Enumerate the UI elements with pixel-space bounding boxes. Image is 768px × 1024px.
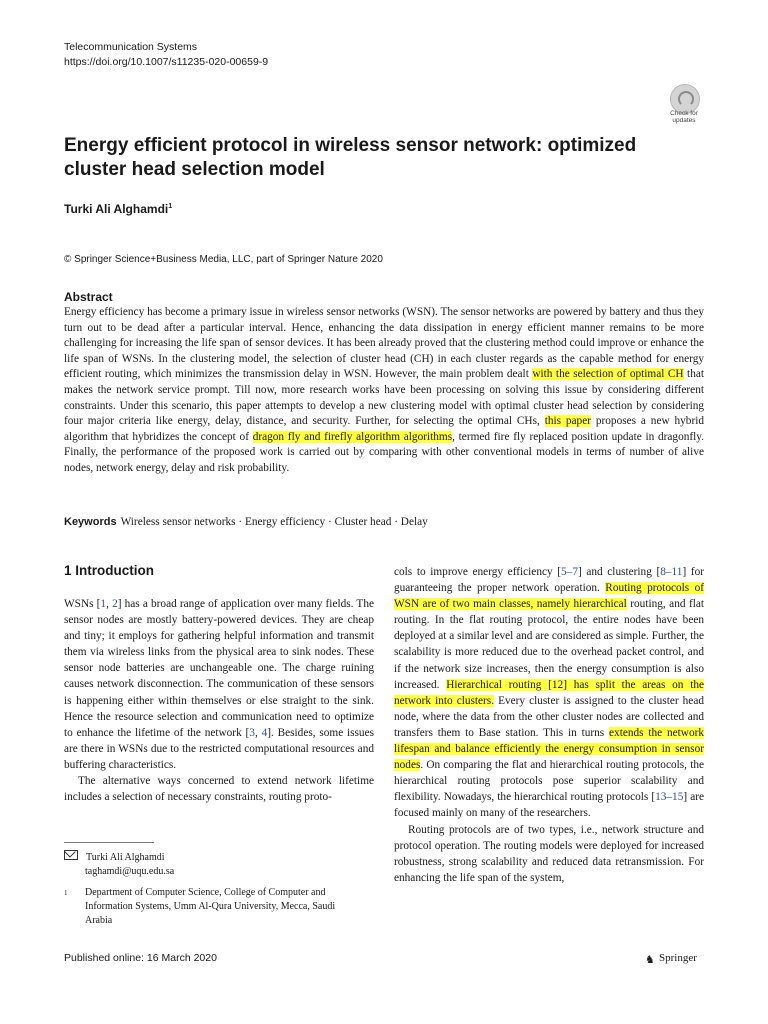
text-run: ] has a broad range of application over many fields. The sensor nodes are mostly battery-powered devices. They are cheap and tiny; it employs for gathering helpful information and transmit them via wireless links from the physical area to sink nodes. These sensor node batteries are unchangeable one. The charge ruining causes network disconnection. The communication of these sensors is happening either within themselves or else straight to the sink. Hence the resource selection and communication need to optimize to enhance the lifetime of the network [ bbox=[64, 598, 374, 739]
journal-name: Telecommunication Systems bbox=[64, 41, 198, 53]
highlight-2: this paper bbox=[544, 415, 591, 428]
text-run: cols to improve energy efficiency [ bbox=[394, 566, 562, 578]
highlight-6: extends the network lifespan and balance efficiently the energy consumption in sensor nodes bbox=[394, 726, 705, 772]
citation-link[interactable]: 2 bbox=[112, 598, 118, 610]
author-line bbox=[64, 202, 172, 216]
text-run: Every cluster is assigned to the cluster head node, where the data from the other cluster nodes are collected and transfers them to Base station. This in turns bbox=[394, 694, 704, 739]
publisher-name: Springer bbox=[659, 952, 697, 964]
abstract-text bbox=[64, 305, 704, 477]
author-name: Turki Ali Alghamdi bbox=[64, 202, 169, 216]
highlight-3: dragon fly and firefly algorithm algorithms bbox=[252, 430, 453, 443]
abstract-part-4: , termed fire fly replaced position update in dragonfly. Finally, the performance of the proposed work is carried out by comparing with other conventional models in terms of number of alive nodes, network energy, delay and risk probability. bbox=[64, 430, 705, 474]
abstract-part-3: proposes a new hybrid algorithm that hybridizes the concept of bbox=[64, 415, 705, 443]
citation-link[interactable]: 3 bbox=[249, 726, 255, 739]
springer-horse-icon: ♞ bbox=[645, 954, 655, 966]
paragraph: Routing protocols are of two types, i.e., network structure and protocol operation. The routing models were deployed for increased robustness, strong scalability and reduced data retransmission. For enhancing the life span of the system, bbox=[394, 823, 704, 884]
badge-line2: updates bbox=[672, 117, 696, 124]
citation-link[interactable]: 4 bbox=[261, 726, 268, 739]
text-run: ]. Besides, some issues are there in WSNs due to the restricted computational resources and buffering characteristics. bbox=[64, 726, 374, 771]
text-run: . On comparing the flat and hierarchical routing protocols, the hierarchical routing protocols pose superior scalability and flexibility. Nowadays, the hierarchical routing protocols [ bbox=[394, 759, 704, 804]
affiliation-marker: 1 bbox=[64, 889, 68, 897]
abstract-part-1: Energy efficiency has become a primary issue in wireless sensor networks (WSN). The sensor networks are powered by battery and thus they turn out to be dead after a particular interval. Hence, enhancing the data dissipation in energy efficient manner remains to be more challenging for increasing the life span of sensor devices. It has been already proved that the clustering method could improve or enhance the life span of WSNs. In the clustering model, the selection of cluster head (CH) in each cluster regards as the capable method for energy efficient routing, which minimizes the transmission delay in WSN. However, the main problem dealt bbox=[64, 306, 704, 381]
text-run: ] for guaranteeing the proper network operation. bbox=[394, 566, 704, 595]
highlight-5: Hierarchical routing [12] has split the areas on the network into clusters. bbox=[394, 678, 704, 707]
publisher-logo bbox=[645, 952, 697, 965]
abstract-heading: Abstract bbox=[64, 290, 113, 304]
affiliation-text: Department of Computer Science, College of Computer and Information Systems, Umm Al-Qura University, Mecca, Saudi Arabia bbox=[85, 887, 336, 926]
keywords-text: Wireless sensor networks · Energy efficiency · Cluster head · Delay bbox=[120, 516, 428, 528]
text-column-right bbox=[394, 564, 704, 886]
check-for-updates-badge[interactable] bbox=[664, 84, 704, 126]
highlight-1: with the selection of optimal CH bbox=[532, 368, 684, 381]
copyright-notice: © Springer Science+Business Media, LLC, part of Springer Nature 2020 bbox=[64, 254, 383, 265]
badge-line1: Check for bbox=[670, 110, 698, 117]
contact-email[interactable]: taghamdi@uqu.edu.sa bbox=[85, 866, 175, 877]
corresponding-author bbox=[64, 850, 174, 879]
citation-link[interactable]: 1 bbox=[100, 598, 107, 610]
envelope-icon bbox=[64, 850, 78, 860]
text-run: , bbox=[254, 726, 262, 739]
citation-link[interactable]: 8–11 bbox=[660, 566, 683, 578]
text-run: , bbox=[106, 598, 113, 610]
section-heading-introduction: 1 Introduction bbox=[64, 563, 154, 578]
keywords-label: Keywords bbox=[64, 516, 117, 528]
text-column-left bbox=[64, 596, 374, 805]
paragraph: The alternative ways concerned to extend network lifetime includes a selection of necessary constraints, routing proto- bbox=[64, 775, 374, 804]
footnote-divider bbox=[64, 842, 154, 843]
text-run: ] and clustering [ bbox=[577, 566, 661, 578]
text-run: WSNs [ bbox=[64, 598, 101, 610]
journal-header bbox=[64, 40, 268, 70]
paragraph bbox=[64, 596, 374, 773]
text-run: ] are focused mainly on many of the researchers. bbox=[394, 791, 704, 820]
affiliation-footnote bbox=[64, 886, 364, 928]
paragraph bbox=[394, 564, 704, 822]
author-affil-marker: 1 bbox=[168, 203, 173, 210]
citation-link[interactable]: 13–15 bbox=[655, 791, 684, 804]
paper-title: Energy efficient protocol in wireless sensor network: optimized cluster head selection model bbox=[64, 135, 637, 180]
contact-name: Turki Ali Alghamdi bbox=[86, 852, 165, 863]
citation-link[interactable]: 5–7 bbox=[561, 566, 578, 578]
highlight-4: Routing protocols of WSN are of two main classes, namely hierarchical bbox=[394, 582, 704, 611]
text-run: routing, and flat routing. In the flat routing protocol, the entire nodes have been deployed at a similar level and are considered as simple. Further, the scalability is more reduced due to the overhead packet control, and if the network size increases, then the energy consumption is also increased. bbox=[394, 598, 705, 691]
abstract-part-2: that makes the network service prompt. Till now, more research works have been processing on solving this issue by considering different constraints. Under this scenario, this paper attempts to develop a new clustering model with optimal cluster head selection by considering four major criteria like energy, delay, distance, and security. Further, for selecting the optimal CHs, bbox=[64, 368, 704, 428]
keywords-line bbox=[64, 516, 428, 528]
doi-link[interactable]: https://doi.org/10.1007/s11235-020-00659-9 bbox=[64, 56, 269, 68]
published-date: Published online: 16 March 2020 bbox=[64, 952, 217, 964]
